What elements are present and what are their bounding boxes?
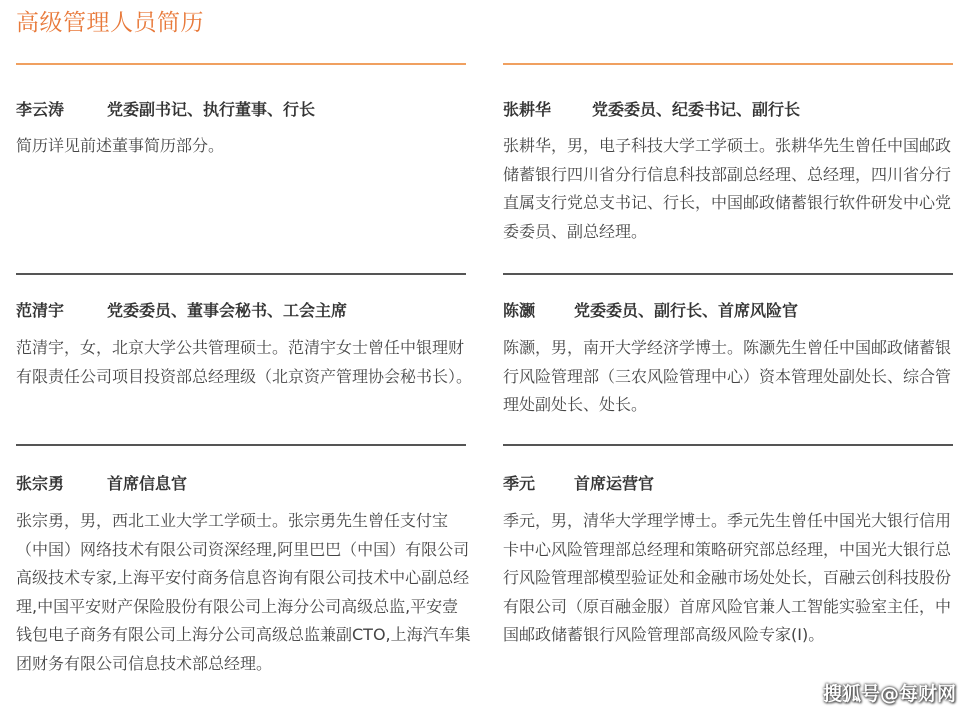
executive-name: 范清宇 bbox=[16, 301, 65, 320]
executive-heading bbox=[16, 298, 476, 321]
executive-bio: 张宗勇，男，西北工业大学工学硕士。张宗勇先生曾任支付宝（中国）网络技术有限公司资深经理,阿里巴巴（中国）有限公司高级技术专家,上海平安付商务信息咨询有限公司技术中心副总经理,中国平安财产保险股份有限公司上海分公司高级总监,平安壹钱包电子商务有限公司上海分公司高级总监兼副CTO,上海汽车集团财务有限公司信息技术部总经理。 bbox=[16, 511, 471, 673]
watermark: 搜狐号@每财网 bbox=[822, 683, 956, 705]
executive-name: 张宗勇 bbox=[16, 474, 65, 493]
executive-heading bbox=[503, 97, 963, 120]
executive-heading bbox=[503, 471, 963, 494]
executive-name: 张耕华 bbox=[503, 100, 552, 119]
executive-title: 首席信息官 bbox=[107, 474, 188, 493]
section-divider bbox=[16, 444, 466, 446]
executive-title: 首席运营官 bbox=[574, 474, 655, 493]
executive-heading bbox=[16, 471, 476, 494]
section-divider bbox=[16, 273, 466, 275]
section-divider bbox=[503, 444, 953, 446]
executive-name: 李云涛 bbox=[16, 100, 65, 119]
section-divider bbox=[503, 273, 953, 275]
page-title: 高级管理人员简历 bbox=[16, 10, 204, 36]
executive-bio: 季元，男，清华大学理学博士。季元先生曾任中国光大银行信用卡中心风险管理部总经理和策略研究部总经理，中国光大银行总行风险管理部模型验证处和金融市场处处长，百融云创科技股份有限公司（原百融金服）首席风险官兼人工智能实验室主任，中国邮政储蓄银行风险管理部高级风险专家(I)。 bbox=[503, 511, 952, 644]
executive-title: 党委委员、纪委书记、副行长 bbox=[592, 100, 801, 119]
section-divider bbox=[503, 63, 953, 65]
executive-title: 党委委员、副行长、首席风险官 bbox=[574, 301, 799, 320]
executive-name: 季元 bbox=[503, 474, 536, 493]
executive-bio: 范清宇，女，北京大学公共管理硕士。范清宇女士曾任中银理财有限责任公司项目投资部总经理级（北京资产管理协会秘书长）。 bbox=[16, 338, 473, 386]
section-divider bbox=[16, 63, 466, 65]
executive-title: 党委委员、董事会秘书、工会主席 bbox=[107, 301, 348, 320]
executive-bio: 张耕华，男，电子科技大学工学硕士。张耕华先生曾任中国邮政储蓄银行四川省分行信息科技部副总经理、总经理，四川省分行直属支行党总支书记、行长，中国邮政储蓄银行软件研发中心党委委员、副总经理。 bbox=[503, 136, 952, 241]
executive-heading bbox=[503, 298, 963, 321]
executive-title: 党委副书记、执行董事、行长 bbox=[107, 100, 316, 119]
executive-heading bbox=[16, 97, 476, 120]
executive-bio: 简历详见前述董事简历部分。 bbox=[16, 136, 225, 155]
executive-bio: 陈灏，男，南开大学经济学博士。陈灏先生曾任中国邮政储蓄银行风险管理部（三农风险管理中心）资本管理处副处长、综合管理处副处长、处长。 bbox=[503, 338, 952, 414]
executive-name: 陈灏 bbox=[503, 301, 536, 320]
